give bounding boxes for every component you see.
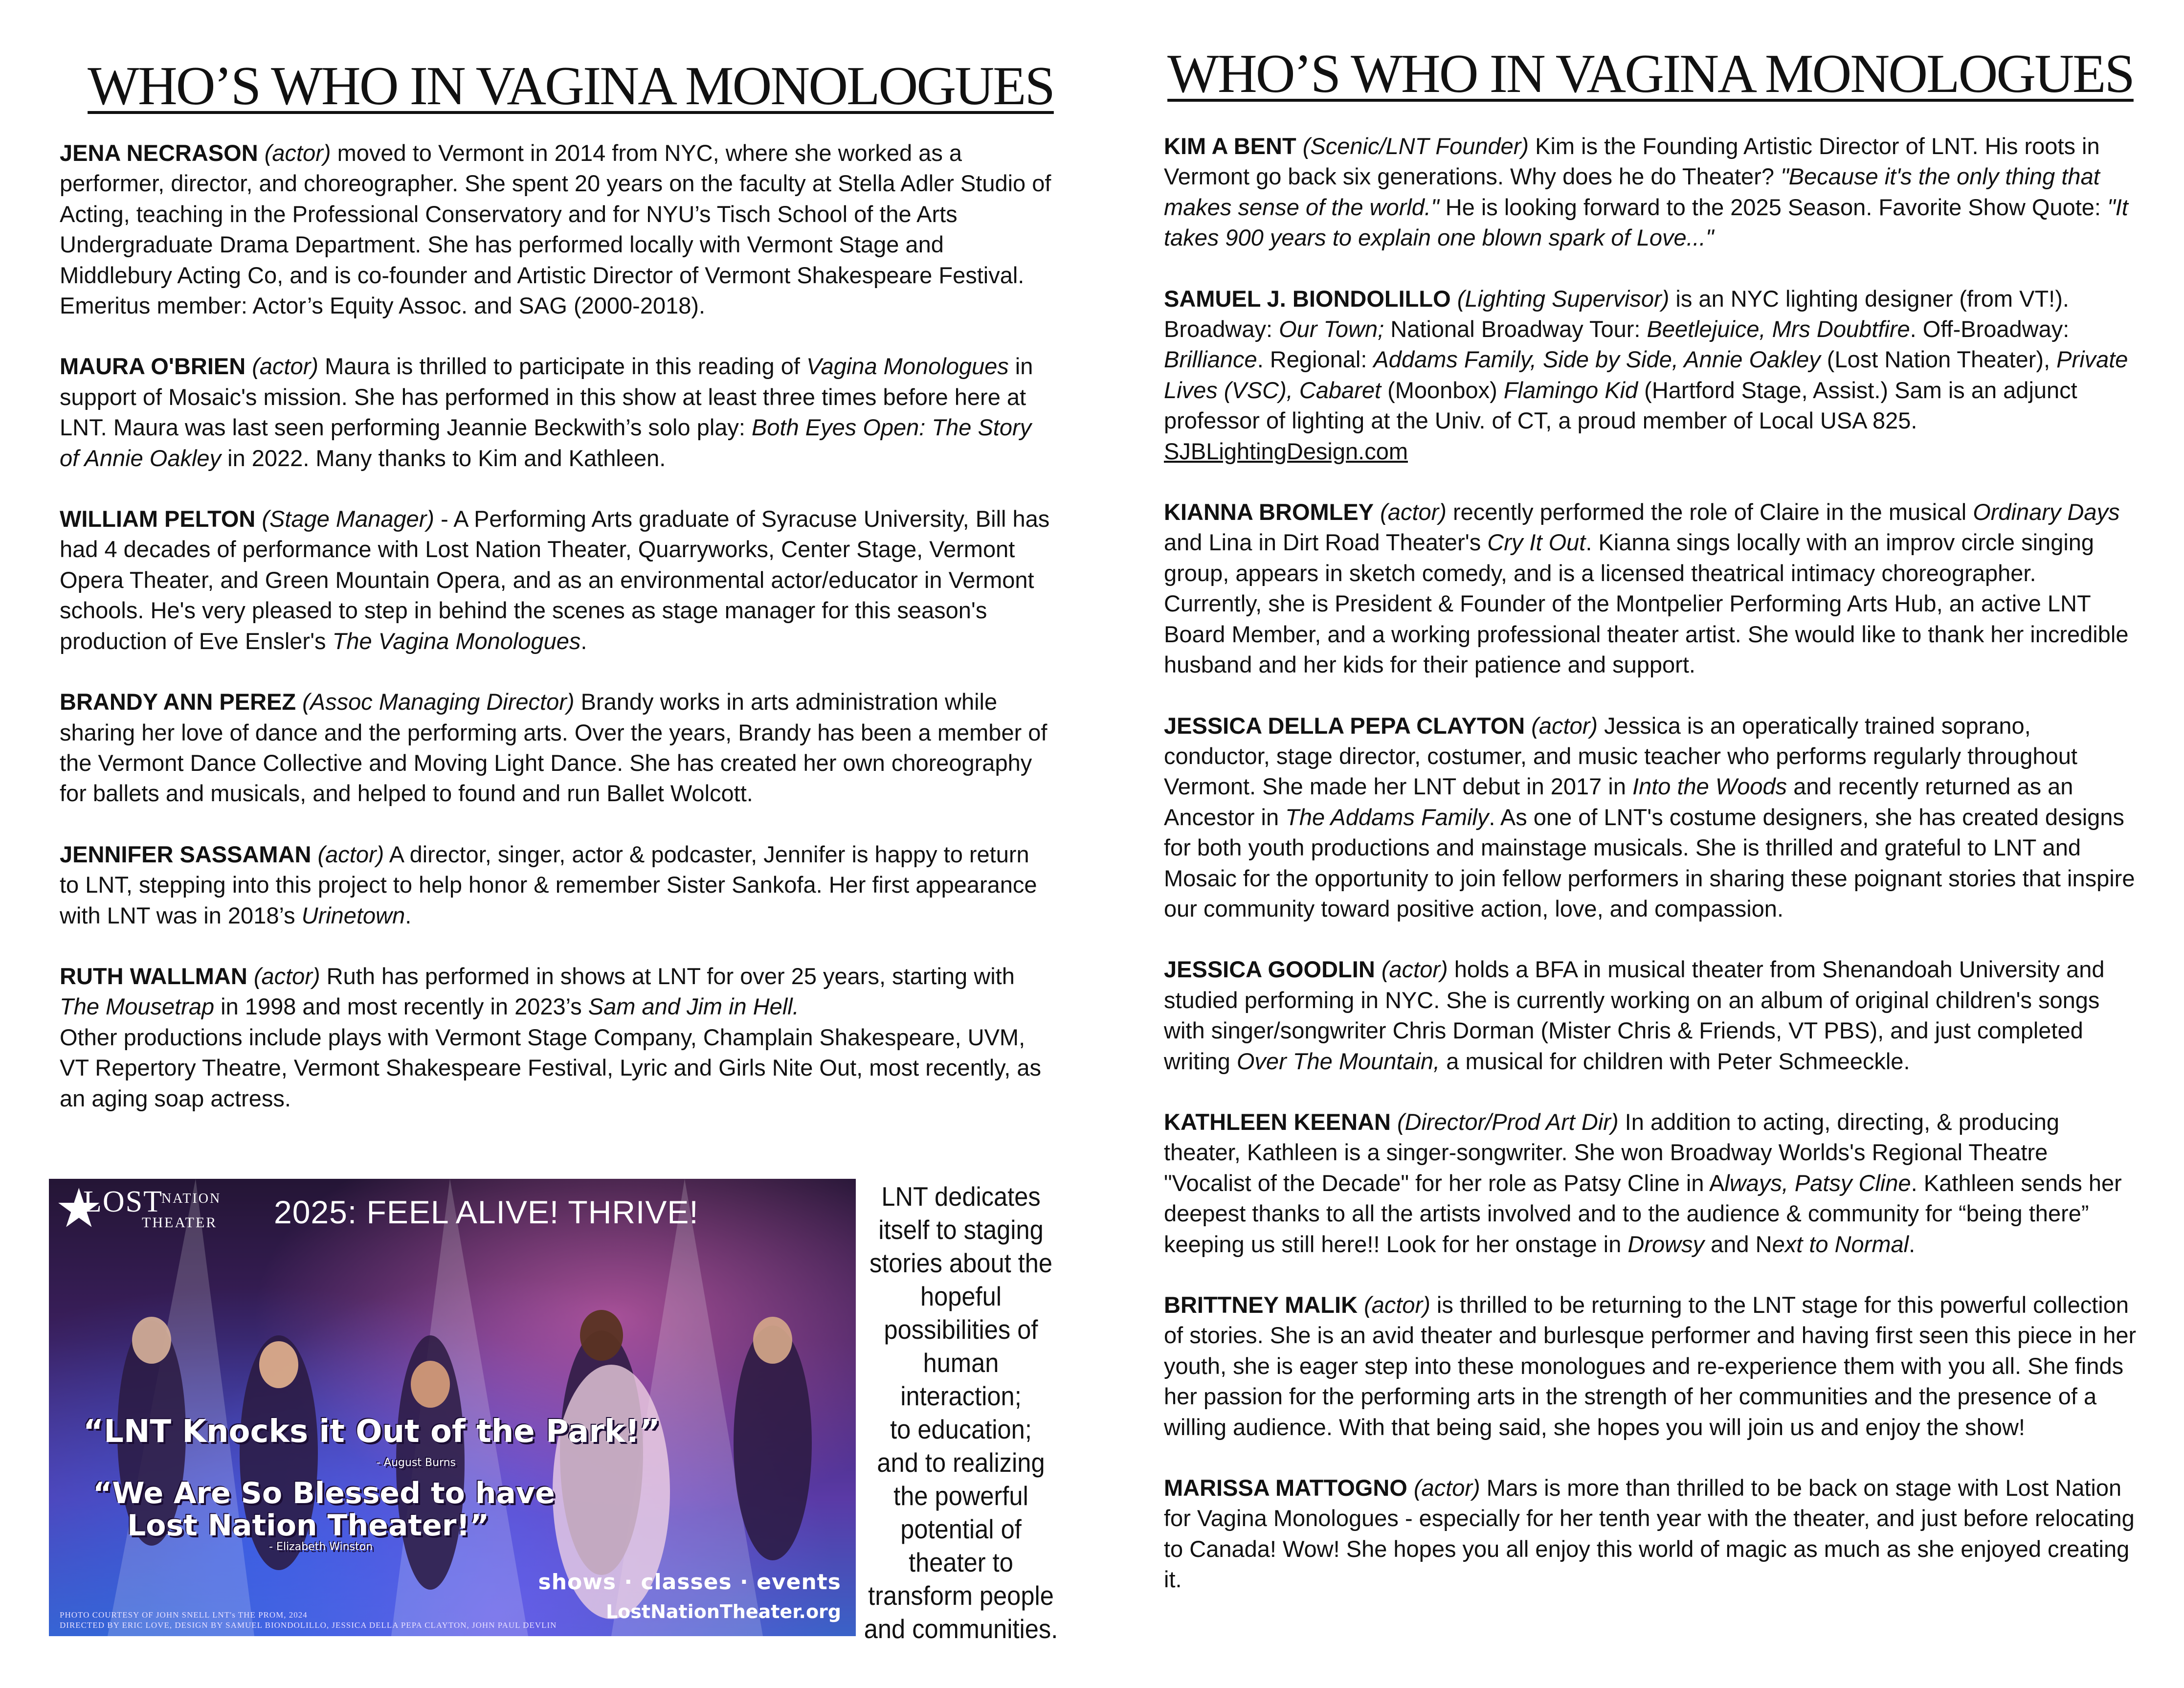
bio-text: and N bbox=[1704, 1231, 1772, 1257]
bio-text: . As one of LNT's costume designers, she has created designs for both youth productions and mainstage musicals. She is thrilled and grateful to LNT and Mosaic for the opportunity to join fellow performers in sharing these poignant stories that inspire our community toward positive action, love, and compassion. bbox=[1164, 804, 2135, 922]
bio-text: and recently returned as an Ancestor in bbox=[1164, 773, 2073, 830]
bio bbox=[60, 504, 1052, 656]
bio-name: MAURA O'BRIEN bbox=[60, 353, 246, 380]
bio-text: Brilliance bbox=[1164, 346, 1257, 373]
bio bbox=[1164, 131, 2137, 253]
mission-line: and communities. bbox=[864, 1614, 1058, 1644]
bio-role: (actor) bbox=[1531, 712, 1598, 739]
bio-text: Kim is the Founding Artistic Director of LNT. His roots in Vermont go back six generations. Why does he do Theater? bbox=[1164, 133, 2100, 190]
bio-text: National Broadway Tour: bbox=[1384, 316, 1647, 342]
mission-line: LNT dedicates bbox=[881, 1181, 1041, 1212]
bio-text: a musical for children with Peter Schmeeckle. bbox=[1440, 1048, 1910, 1074]
bio-text: The Vagina Monologues bbox=[332, 628, 581, 654]
bio-text: in 2022. Many thanks to Kim and Kathleen. bbox=[221, 445, 666, 471]
website-link[interactable]: SJBLightingDesign.com bbox=[1164, 438, 1408, 464]
bio-text: Flamingo Kid bbox=[1503, 377, 1638, 403]
bio bbox=[1164, 954, 2137, 1077]
mission-line: stories about the bbox=[869, 1248, 1053, 1278]
quote bbox=[93, 1477, 555, 1542]
tagline: shows · classes · events bbox=[538, 1570, 841, 1595]
bio-text: Private Lives (VSC), Cabaret bbox=[1164, 346, 2128, 403]
bio-name: KIM A BENT bbox=[1164, 133, 1296, 159]
stage-lights bbox=[49, 1179, 856, 1636]
credit-line: PHOTO COURTESY OF JOHN SNELL LNT's THE PROM, 2024 bbox=[60, 1610, 308, 1620]
bio-text: Over The Mountain, bbox=[1236, 1048, 1440, 1074]
mission-line: hopeful bbox=[920, 1281, 1002, 1311]
bio-text: . bbox=[792, 993, 799, 1020]
logo-main: LOST bbox=[83, 1185, 163, 1218]
quote-line: “We Are So Blessed to have bbox=[93, 1476, 555, 1510]
quote: “LNT Knocks it Out of the Park!” bbox=[83, 1414, 660, 1450]
bio-name: JESSICA DELLA PEPA CLAYTON bbox=[1164, 712, 1525, 739]
bio-text: - A Performing Arts graduate of Syracuse University, Bill has had 4 decades of performance with Lost Nation Theater, Quarryworks, Center Stage, Vermont Opera Theater, and Green Mountain Opera, and as an environmental actor/educator in Vermont schools. He's very pleased to step in behind the scenes as stage manager for this season's production of Eve Ensler's bbox=[60, 506, 1050, 654]
bio-text: Mars is more than thrilled to be back on stage with Lost Nation for Vagina Monologues - especially for her tenth year with the theater, and just before relocating to Canada! Wow! She hopes you all enjoy this world of magic as much as she enjoyed creating it. bbox=[1164, 1475, 2135, 1593]
bio bbox=[1164, 497, 2137, 680]
bio-text: lways, Patsy Cline bbox=[1724, 1170, 1911, 1196]
bio-name: JENNIFER SASSAMAN bbox=[60, 841, 312, 867]
bio-text: . bbox=[405, 902, 412, 928]
bio bbox=[60, 839, 1052, 931]
bio-text: Ruth has performed in shows at LNT for over 25 years, starting with bbox=[320, 963, 1015, 989]
bio-text: in 1998 and most recently in 2023’s bbox=[214, 993, 588, 1020]
bio-role: (Director/Prod Art Dir) bbox=[1397, 1108, 1619, 1135]
bio-text: . Kianna sings locally with an improv circle singing group, appears in sketch comedy, and is a licensed theatrical intimacy choreographer. Currently, she is President & Founder of the Montpelier Performing Arts Hub, an active LNT Board Member, and a working professional theater artist. She would like to thank her incredible husband and her kids for their patience and support. bbox=[1164, 529, 2129, 678]
bio-text: . Off-Broadway: bbox=[1910, 316, 2070, 342]
bio-role: (Assoc Managing Director) bbox=[302, 689, 575, 715]
mission-line: itself to staging bbox=[878, 1215, 1044, 1245]
bio-role: (actor) bbox=[253, 963, 320, 989]
bio-role: (actor) bbox=[264, 140, 331, 166]
bio-text: . Regional: bbox=[1257, 346, 1374, 373]
season-banner: 2025: FEEL ALIVE! THRIVE! bbox=[274, 1194, 699, 1230]
star-icon: ★ bbox=[55, 1179, 104, 1238]
photo-credit bbox=[60, 1610, 557, 1630]
bio-role: (actor) bbox=[1364, 1292, 1430, 1318]
credit-line: DIRECTED BY ERIC LOVE, DESIGN BY SAMUEL BIONDOLILLO, JESSICA DELLA PEPA CLAYTON, JOHN PAUL DEVLIN bbox=[60, 1620, 557, 1630]
bio-name: SAMUEL J. BIONDOLILLO bbox=[1164, 285, 1451, 312]
bio-role: (Lighting Supervisor) bbox=[1457, 285, 1670, 312]
bio bbox=[1164, 284, 2137, 467]
quote-attribution: - Elizabeth Winston bbox=[269, 1541, 373, 1553]
bio-name: RUTH WALLMAN bbox=[60, 963, 247, 989]
bio-role: (actor) bbox=[1380, 499, 1447, 525]
bio-text: Cry It Out bbox=[1487, 529, 1586, 556]
theater-logo bbox=[55, 1179, 222, 1238]
bio-text: is an NYC lighting designer (from VT!). Broadway: bbox=[1164, 285, 2069, 342]
bio bbox=[60, 687, 1052, 809]
mission-line: to education; bbox=[890, 1414, 1032, 1444]
bio-role: (Scenic/LNT Founder) bbox=[1302, 133, 1529, 159]
mission-line: the powerful bbox=[893, 1481, 1028, 1511]
bio-text: . Kathleen sends her deepest thanks to all the artists involved and to the audience & community for “being there” keeping us still here!! Look for her onstage in bbox=[1164, 1170, 2122, 1257]
bio-list bbox=[1164, 131, 2137, 1625]
bio-name: KATHLEEN KEENAN bbox=[1164, 1108, 1391, 1135]
page-title: WHO’S WHO IN VAGINA MONOLOGUES bbox=[88, 56, 1054, 116]
mission-line: theater to bbox=[909, 1547, 1013, 1577]
bio-text: Into the Woods bbox=[1632, 773, 1787, 800]
promo-photo bbox=[49, 1179, 856, 1636]
bio-name: KIANNA BROMLEY bbox=[1164, 499, 1374, 525]
bio-role: (actor) bbox=[252, 353, 319, 380]
bio-text: and Lina in Dirt Road Theater's bbox=[1164, 529, 1488, 556]
bio-text: He is looking forward to the 2025 Season. Favorite Show Quote: bbox=[1439, 194, 2108, 220]
bio-text: in support of Mosaic's mission. She has performed in this show at least three times before here at LNT. Maura was last seen performing Jeannie Beckwith’s solo play: bbox=[60, 353, 1033, 441]
bio-text: Beetlejuice, Mrs Doubtfire bbox=[1647, 316, 1910, 342]
mission-line: and to realizing bbox=[877, 1447, 1045, 1478]
quote-attribution: - August Burns bbox=[377, 1457, 456, 1469]
logo-top: NATION bbox=[161, 1191, 222, 1206]
bio-text: Sam and Jim in Hell bbox=[588, 993, 793, 1020]
bio-text: Jessica is an operatically trained soprano, conductor, stage director, costumer, and music teacher who performs regularly throughout Vermont. She made her LNT debut in 2017 in bbox=[1164, 712, 2077, 800]
bio-text: The Mousetrap bbox=[60, 993, 215, 1020]
website-url: LostNationTheater.org bbox=[605, 1601, 841, 1622]
bio bbox=[60, 138, 1052, 321]
bio-text: Our Town; bbox=[1279, 316, 1384, 342]
bio-text: Other productions include plays with Vermont Stage Company, Champlain Shakespeare, UVM, VT Repertory Theatre, Vermont Shakespeare Festival, Lyric and Girls Nite Out, most recently, as an aging soap actress. bbox=[60, 1024, 1042, 1111]
bio-text: is thrilled to be returning to the LNT stage for this powerful collection of stories. She is an avid theater and burlesque performer and having first seen this piece in her youth, she is eager step into these monologues and re-experience them with you all. She finds her passion for the performing arts in the strength of her communities and the presence of a willing audience. With that being said, she hopes you will join us and enjoy the show! bbox=[1164, 1292, 2137, 1440]
bio-text: Brandy works in arts administration while sharing her love of dance and the performing arts. Over the years, Brandy has been a member of the Vermont Dance Collective and Moving Light Dance. She has created her own choreography for ballets and musicals, and helped to found and run Ballet Wolcott. bbox=[60, 689, 1047, 807]
bio-text: "It takes 900 years to explain one blown spark of Love..." bbox=[1164, 194, 2128, 251]
bio-name: WILLIAM PELTON bbox=[60, 506, 256, 532]
mission-line: potential of bbox=[900, 1514, 1022, 1544]
logo-sub: THEATER bbox=[142, 1214, 218, 1231]
bio-text: Both Eyes Open: The Story of Annie Oakley bbox=[60, 414, 1032, 471]
bio-text: holds a BFA in musical theater from Shenandoah University and studied performing in NYC. She is currently working on an album of original children's songs with singer/songwriter Chris Dorman (Mister Chris & Friends, VT PBS), and just completed writing bbox=[1164, 956, 2105, 1074]
bio-text: Ordinary Days bbox=[1973, 499, 2120, 525]
bio-text: recently performed the role of Claire in the musical bbox=[1446, 499, 1973, 525]
bio-name: BRANDY ANN PEREZ bbox=[60, 689, 296, 715]
bio-text: (Lost Nation Theater), bbox=[1820, 346, 2057, 373]
bio-list bbox=[60, 138, 1052, 1144]
bio-role: (actor) bbox=[1381, 956, 1448, 983]
page-title: WHO’S WHO IN VAGINA MONOLOGUES bbox=[1167, 44, 2134, 104]
bio-text: . bbox=[1909, 1231, 1916, 1257]
bio-role: (Stage Manager) bbox=[262, 506, 435, 532]
bio bbox=[60, 351, 1052, 473]
bio-text: Urinetown bbox=[301, 902, 405, 928]
mission-line: interaction; bbox=[900, 1381, 1022, 1411]
bio-text: A director, singer, actor & podcaster, Jennifer is happy to return to LNT, stepping into this project to help honor & remember Sister Sankofa. Her first appearance with LNT was in 2018’s bbox=[60, 841, 1037, 928]
mission-line: transform people bbox=[868, 1580, 1054, 1611]
bio-text: (Hartford Stage, Assist.) Sam is an adjunct professor of lighting at the Univ. of CT, a proud member of Local USA 825. bbox=[1164, 377, 2077, 434]
bio-text: (Moonbox) bbox=[1381, 377, 1504, 403]
bio-text: In addition to acting, directing, & producing theater, Kathleen is a singer-songwriter. She won Broadway Worlds's Regional Theatre "Vocalist of the Decade" for her role as Patsy Cline in A bbox=[1164, 1108, 2060, 1196]
quote-line: Lost Nation Theater!” bbox=[127, 1508, 490, 1543]
mission-statement bbox=[862, 1180, 1060, 1645]
bio-text: Addams Family, Side by Side, Annie Oakley bbox=[1373, 346, 1821, 373]
bio-name: BRITTNEY MALIK bbox=[1164, 1292, 1358, 1318]
bio-text: moved to Vermont in 2014 from NYC, where she worked as a performer, director, and choreographer. She spent 20 years on the faculty at Stella Adler Studio of Acting, teaching in the Professional Conservatory and for NYU’s Tisch School of the Arts Undergraduate Drama Department. She has performed locally with Vermont Stage and Middlebury Acting Co, and is co-founder and Artistic Director of Vermont Shakespeare Festival. Emeritus member: Actor’s Equity Assoc. and SAG (2000-2018). bbox=[60, 140, 1051, 319]
bio-role: (actor) bbox=[317, 841, 384, 867]
bio bbox=[1164, 1473, 2137, 1595]
bio bbox=[60, 961, 1052, 1114]
bio-text: The Addams Family bbox=[1285, 804, 1489, 830]
bio bbox=[1164, 1290, 2137, 1442]
bio-name: JENA NECRASON bbox=[60, 140, 258, 166]
bio-text: ext to Normal bbox=[1772, 1231, 1909, 1257]
bio-name: JESSICA GOODLIN bbox=[1164, 956, 1375, 983]
bio-text: Drowsy bbox=[1627, 1231, 1705, 1257]
mission-line: possibilities of bbox=[884, 1314, 1038, 1345]
bio-role: (actor) bbox=[1413, 1475, 1480, 1501]
bio bbox=[1164, 1107, 2137, 1260]
bio-text: Vagina Monologues bbox=[806, 353, 1009, 380]
mission-line: human bbox=[923, 1348, 999, 1378]
bio-text: "Because it's the only thing that makes sense of the world." bbox=[1164, 163, 2100, 220]
bio-name: MARISSA MATTOGNO bbox=[1164, 1475, 1407, 1501]
bio-text: . bbox=[580, 628, 587, 654]
bio bbox=[1164, 711, 2137, 924]
bio-text: Maura is thrilled to participate in this reading of bbox=[318, 353, 807, 380]
